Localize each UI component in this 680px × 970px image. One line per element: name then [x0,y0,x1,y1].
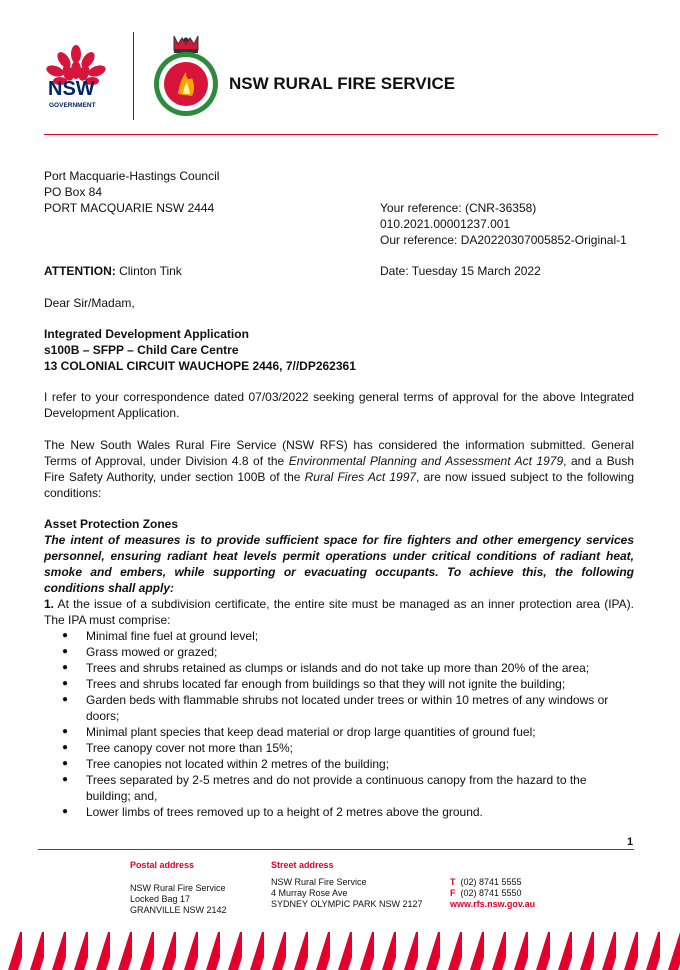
footer-stripe-band [0,918,680,970]
condition-1-text: At the issue of a subdivision certificate, the entire site must be managed as an inner protection area (IPA). The IPA must comprise: [44,597,634,627]
attention [44,263,182,279]
attention-label: ATTENTION: [44,264,116,278]
recipient-line-1: Port Macquarie-Hastings Council [44,169,220,183]
list-item: ● Trees and shrubs located far enough from buildings so that they will not ignite the building; [62,676,634,692]
paragraph-2-b: , and a Bush Fire Safety Authority, under section 100B of the [44,454,635,484]
list-item: ● Garden beds with flammable shrubs not located under trees or within 10 metres of any windows or doors; [62,692,634,724]
postal-line-2: Locked Bag 17 [130,894,191,904]
nsw-logo-sub: GOVERNMENT [49,102,96,109]
phone-label: T [450,877,456,887]
paragraph-2-c: , are now issued subject to the following conditions: [44,470,635,500]
condition-1 [44,596,634,628]
subject-line-1: Integrated Development Application [44,327,249,341]
fax-value: (02) 8741 5550 [460,888,522,898]
postal-line-1: NSW Rural Fire Service [130,883,226,893]
subject-line-3: 13 COLONIAL CIRCUIT WAUCHOPE 2446, 7//DP262361 [44,359,356,373]
street-line-3: SYDNEY OLYMPIC PARK NSW 2127 [271,899,423,909]
fax [450,888,522,899]
street-heading: Street address [271,860,334,870]
ipa-requirements-list [62,628,634,820]
list-item: ● Minimal fine fuel at ground level; [62,628,634,644]
condition-1-number: 1. [44,597,55,611]
postal-heading: Postal address [130,860,195,870]
list-item: ● Lower limbs of trees removed up to a height of 2 metres above the ground. [62,804,634,820]
street-line-1: NSW Rural Fire Service [271,877,367,887]
nsw-government-logo [44,44,108,112]
footer-rule [38,849,634,850]
act-2: Rural Fires Act 1997 [304,470,417,484]
list-item: ● Minimal plant species that keep dead material or drop large quantities of ground fuel; [62,724,634,740]
subject-line-2: s100B – SFPP – Child Care Centre [44,343,239,357]
header-divider [133,32,134,120]
fax-label: F [450,888,456,898]
apz-intent: The intent of measures is to provide sufficient space for fire fighters and other emergency services personnel, ensuring radiant heat levels permit operations under critical conditions of radiant heat, smoke and embers, while supporting or evacuating occupants. To achieve this, the following conditions shall apply: [44,533,634,595]
recipient-line-3: PORT MACQUARIE NSW 2444 [44,201,215,215]
phone-value: (02) 8741 5555 [460,877,522,887]
your-reference-2: 010.2021.00001237.001 [380,217,511,231]
header-rule [44,134,658,135]
attention-name: Clinton Tink [115,264,182,278]
salutation: Dear Sir/Madam, [44,296,135,310]
paragraph-2-a: The New South Wales Rural Fire Service (NSW RFS) has considered the information submitted. General Terms of Approval, under Division 4.8 of the [44,438,634,468]
postal-line-3: GRANVILLE NSW 2142 [130,905,227,915]
paragraph-2 [44,437,634,501]
street-line-2: 4 Murray Rose Ave [271,888,348,898]
rfs-badge-icon [150,32,222,118]
act-1: Environmental Planning and Assessment Act 1979 [288,454,564,468]
rfs-crest [150,32,222,118]
stripe-pattern [0,918,680,970]
our-reference: Our reference: DA20220307005852-Original-1 [380,233,627,247]
website-link[interactable]: www.rfs.nsw.gov.au [450,899,536,909]
phone [450,877,522,888]
apz-heading: Asset Protection Zones [44,517,179,531]
paragraph-1: I refer to your correspondence dated 07/03/2022 seeking general terms of approval for the above Integrated Development Application. [44,390,634,420]
nsw-logo-text: NSW [48,78,95,100]
list-item: ● Trees and shrubs retained as clumps or islands and do not take up more than 20% of the area; [62,660,634,676]
list-item: ● Grass mowed or grazed; [62,644,634,660]
list-item: ● Tree canopy cover not more than 15%; [62,740,634,756]
letter-date: Date: Tuesday 15 March 2022 [380,264,541,278]
list-item: ● Tree canopies not located within 2 metres of the building; [62,756,634,772]
recipient-line-2: PO Box 84 [44,185,103,199]
your-reference: Your reference: (CNR-36358) [380,201,537,215]
list-item: ● Trees separated by 2-5 metres and do not provide a continuous canopy from the hazard to the building; and, [62,772,634,804]
rfs-title: NSW RURAL FIRE SERVICE [229,74,456,93]
page-number: 1 [627,836,634,848]
